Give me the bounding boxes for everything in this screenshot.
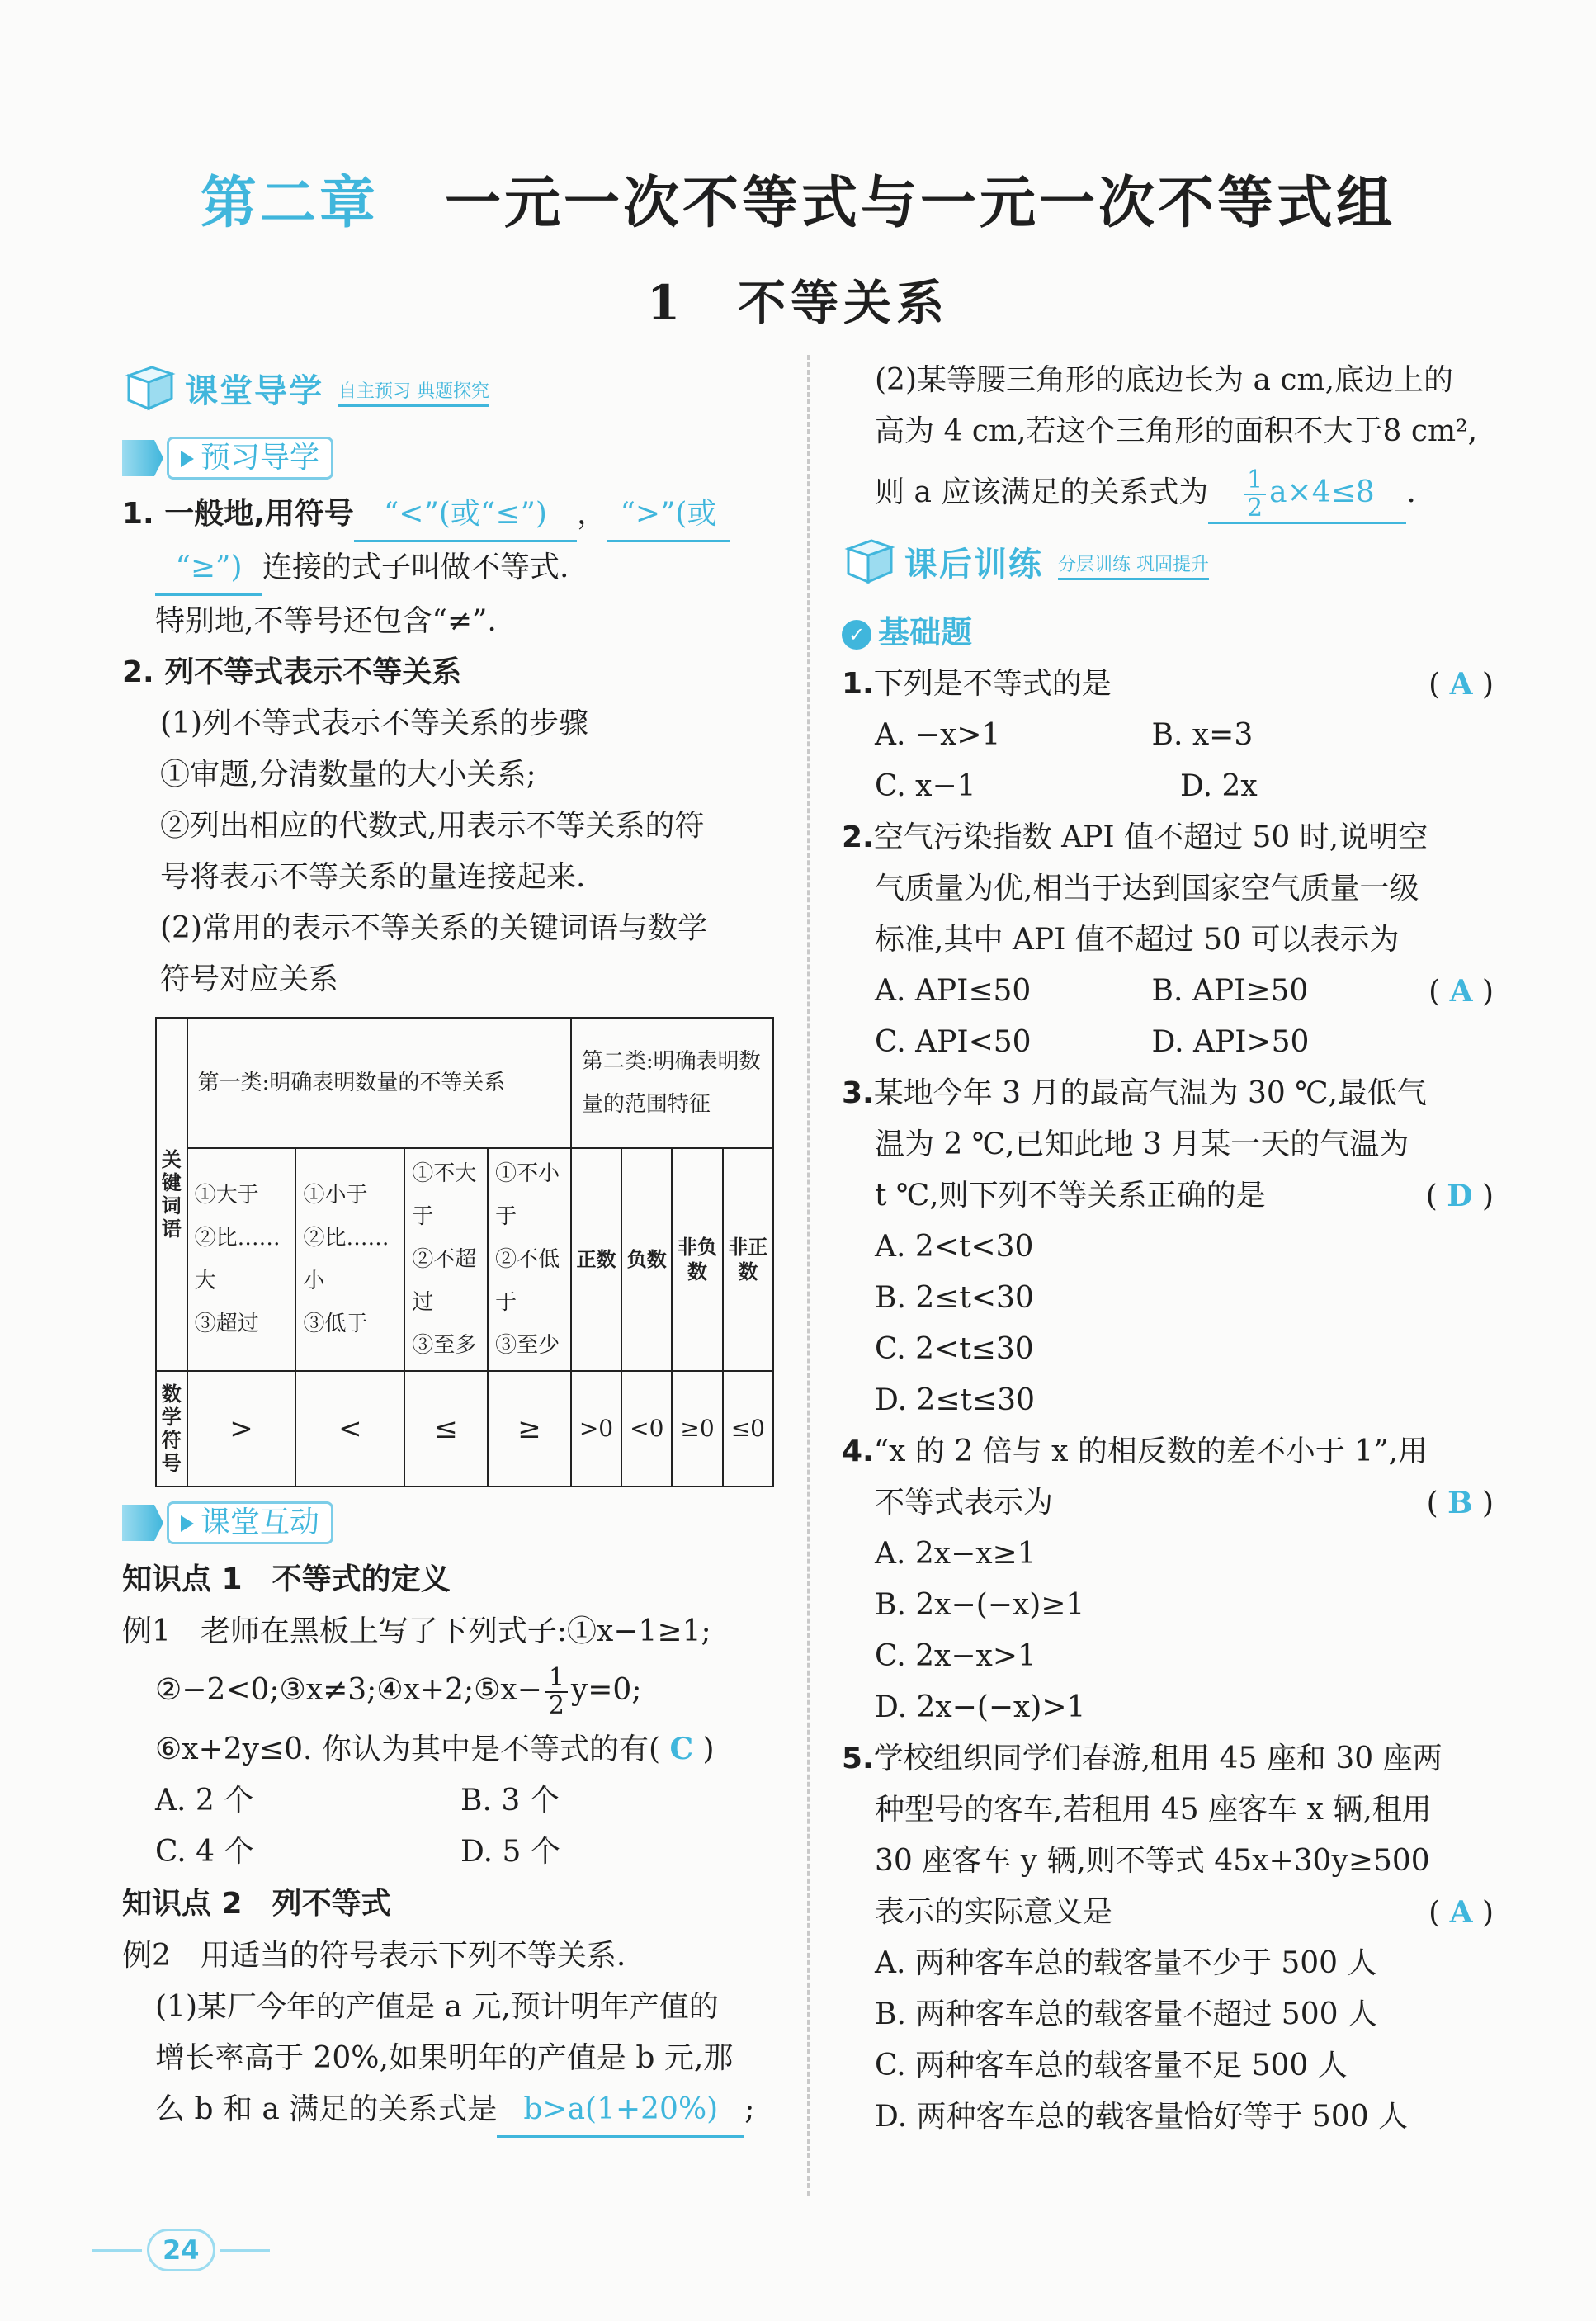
- row-label-symbols: 数学符号: [156, 1371, 187, 1487]
- knowledge-point-1: 知识点 1 不等式的定义: [122, 1562, 451, 1596]
- tag-label: 预习导学: [167, 437, 333, 480]
- example-1-line: ②−2<0;③x≠3;④x+2;⑤x− $\frac{1}{2}$ y=0;: [155, 1663, 642, 1720]
- triangle-icon: [181, 1515, 194, 1532]
- example-2-line: (1)某厂今年的产值是 a 元,预计明年产值的: [155, 1990, 719, 2024]
- option: C. 2<t≤30: [875, 1332, 1034, 1366]
- banner-subtitle: 分层训练 巩固提升: [1058, 551, 1209, 580]
- section-title: 1 不等关系: [646, 275, 950, 331]
- example-2-line: 则 a 应该满足的关系式为 $\frac{1}{2}$ a×4≤8 .: [875, 466, 1416, 522]
- check-icon: ✓: [842, 620, 871, 650]
- answer-letter: D: [1447, 1179, 1473, 1213]
- option: B. 2≤t<30: [875, 1281, 1034, 1315]
- option: B. 两种客车总的载客量不超过 500 人: [875, 1997, 1377, 2031]
- cube-icon: [122, 362, 177, 414]
- options-row: [842, 966, 1428, 1017]
- option: B. x=3: [1151, 718, 1254, 752]
- question-5-line: 种型号的客车,若租用 45 座客车 x 辆,租用: [875, 1793, 1432, 1827]
- after-class-banner: [842, 528, 1494, 594]
- text-line: 1. 一般地,用符号 “<”(或“≤”) ， “>”(或: [122, 489, 774, 542]
- interaction-tag: [122, 1497, 774, 1548]
- table-cell: 非负数: [672, 1148, 722, 1371]
- option: D. 2x−(−x)>1: [875, 1690, 1086, 1724]
- question-2-line: 气质量为优,相当于达到国家空气质量一级: [875, 872, 1419, 905]
- keyword-symbol-table: [155, 1017, 774, 1487]
- knowledge-point-2: 知识点 2 列不等式: [122, 1887, 391, 1921]
- option: C. 两种客车总的载客量不足 500 人: [875, 2049, 1348, 2082]
- text-line: (1)列不等式表示不等关系的步骤: [160, 707, 588, 740]
- question-2: 2.空气污染指数 API 值不超过 50 时,说明空: [842, 820, 1428, 854]
- options-row: [122, 1827, 774, 1878]
- question-3-line: 温为 2 ℃,已知此地 3 月某一天的气温为: [875, 1127, 1409, 1161]
- arrow-icon: [122, 1505, 163, 1541]
- option: C. x−1: [875, 769, 976, 803]
- question-5-line: 表示的实际意义是 ( A ): [875, 1895, 1494, 1930]
- triangle-icon: [181, 451, 194, 467]
- option: A. 2 个: [155, 1784, 254, 1818]
- text-line: ①审题,分清数量的大小关系;: [160, 758, 536, 792]
- table-cell: ①不大于 ②不超过 ③至多: [404, 1148, 488, 1371]
- answer-blank: “<”(或“≤”): [354, 489, 577, 542]
- symbol-cell: ≥: [488, 1371, 571, 1487]
- question-5: 5.学校组织同学们春游,租用 45 座和 30 座两: [842, 1742, 1443, 1775]
- answer-letter: A: [1449, 1895, 1473, 1930]
- option: D. API>50: [1151, 1025, 1310, 1059]
- column-divider: [807, 355, 810, 2196]
- basic-questions-heading: ✓ 基础题: [842, 606, 1494, 659]
- page-number-rule: [92, 2249, 142, 2252]
- classroom-guide-banner: [122, 355, 774, 421]
- category-1-header: 第一类:明确表明数量的不等关系: [187, 1018, 571, 1148]
- symbol-cell: ≤: [404, 1371, 488, 1487]
- option: D. 5 个: [460, 1835, 560, 1869]
- answer-blank: b>a(1+20%): [497, 2084, 744, 2138]
- row-label-keywords: 关键词语: [156, 1018, 187, 1371]
- example-2-line: 么 b 和 a 满足的关系式是 b>a(1+20%) ;: [122, 2084, 774, 2138]
- option: A. API≤50: [875, 974, 1032, 1008]
- option: B. API≥50: [1151, 974, 1309, 1008]
- page-number-label: 24: [147, 2229, 215, 2271]
- options-row: [842, 710, 1428, 761]
- symbol-cell: ≥0: [672, 1371, 722, 1487]
- table-cell: 非正数: [723, 1148, 773, 1371]
- banner-subtitle: 自主预习 典题探究: [338, 377, 489, 407]
- category-2-header: 第二类:明确表明数量的范围特征: [571, 1018, 773, 1148]
- text-line: ②列出相应的代数式,用表示不等关系的符: [160, 809, 705, 843]
- options-row: [842, 761, 1494, 812]
- fraction: $\frac{1}{2}$: [545, 1665, 568, 1719]
- chapter-number: 第二章: [200, 170, 379, 236]
- option: B. 2x−(−x)≥1: [875, 1588, 1085, 1622]
- banner-title: 课堂导学: [185, 371, 323, 410]
- question-2-line: 标准,其中 API 值不超过 50 可以表示为: [875, 923, 1400, 957]
- example-2-line: (2)某等腰三角形的底边长为 a cm,底边上的: [875, 363, 1454, 397]
- options-row: [122, 1775, 774, 1827]
- example-1-line: 例1 老师在黑板上写了下列式子:①x−1≥1;: [122, 1614, 711, 1648]
- item-heading: 2. 列不等式表示不等关系: [122, 655, 462, 689]
- example-2-line: 增长率高于 20%,如果明年的产值是 b 元,那: [155, 2041, 734, 2075]
- answer-letter: B: [1447, 1486, 1473, 1520]
- symbol-cell: <0: [621, 1371, 672, 1487]
- option: C. 4 个: [155, 1835, 254, 1869]
- table-cell: ①小于 ②比……小 ③低于: [295, 1148, 404, 1371]
- page-number-rule: [220, 2249, 270, 2252]
- question-4-line: 不等式表示为 ( B ): [875, 1486, 1494, 1520]
- question-1: 1.下列是不等式的是 ( A ): [842, 667, 1494, 702]
- question-3-line: t ℃,则下列不等关系正确的是 ( D ): [875, 1179, 1494, 1213]
- answer-blank: “>”(或: [607, 489, 730, 542]
- preview-tag: [122, 433, 774, 484]
- symbol-cell: >: [187, 1371, 296, 1487]
- question-3: 3.某地今年 3 月的最高气温为 30 ℃,最低气: [842, 1076, 1427, 1110]
- text-line: (2)常用的表示不等关系的关键词语与数学: [160, 911, 707, 945]
- option: D. 两种客车总的载客量恰好等于 500 人: [875, 2100, 1409, 2134]
- table-cell: ①大于 ②比……大 ③超过: [187, 1148, 296, 1371]
- example-2-line: 例2 用适当的符号表示下列不等关系.: [122, 1939, 626, 1973]
- answer-letter: A: [1449, 974, 1473, 1009]
- cube-icon: [842, 536, 896, 587]
- symbol-cell: >0: [571, 1371, 621, 1487]
- option: C. 2x−x>1: [875, 1639, 1036, 1673]
- text-line: “≥”) 连接的式子叫做不等式.: [122, 542, 774, 596]
- question-4: 4.“x 的 2 倍与 x 的相反数的差不小于 1”,用: [842, 1435, 1428, 1468]
- option: A. 两种客车总的载客量不少于 500 人: [875, 1946, 1377, 1980]
- page-number: [92, 2229, 270, 2271]
- answer-blank: “≥”): [155, 542, 262, 596]
- answer-letter: C: [669, 1732, 694, 1766]
- options-row: [842, 1017, 1428, 1068]
- text-line: 特别地,不等号还包含“≠”.: [155, 604, 497, 638]
- question-5-line: 30 座客车 y 辆,则不等式 45x+30y≥500: [875, 1844, 1430, 1878]
- tag-label: 课堂互动: [167, 1501, 333, 1544]
- example-2-line: 高为 4 cm,若这个三角形的面积不大于8 cm²,: [875, 414, 1478, 448]
- option: D. 2≤t≤30: [875, 1383, 1035, 1417]
- option: A. −x>1: [875, 718, 1001, 752]
- table-cell: ①不小于 ②不低于 ③至少: [488, 1148, 571, 1371]
- answer-blank: $\frac{1}{2}$ a×4≤8: [1208, 467, 1406, 524]
- arrow-icon: [122, 440, 163, 476]
- chapter-heading: [0, 158, 1596, 239]
- text-line: 号将表示不等关系的量连接起来.: [160, 860, 586, 894]
- table-cell: 正数: [571, 1148, 621, 1371]
- left-column: [122, 355, 774, 2138]
- banner-title: 课后训练: [904, 545, 1043, 584]
- text-line: 符号对应关系: [160, 962, 339, 996]
- symbol-cell: ≤0: [723, 1371, 773, 1487]
- option: A. 2x−x≥1: [875, 1537, 1036, 1571]
- option: C. API<50: [875, 1025, 1032, 1059]
- right-column: (2)某等腰三角形的底边长为 a cm,底边上的 高为 4 cm,若这个三角形的面积不大于8 cm², 则 a 应该满足的关系式为 $\frac{1}{2}$ a×4≤8 . 课后训练 分层训练 巩固提升 ✓ 基础题 1.下列是不等式的是 ( A ) A. −x>1 B. x=3 C. x−1 D. 2x 2.空气污染指数 API 值不超过 50 时,说明空 气质量为优,相当于达到国家空气质量一级 标准,其中 API 值不超过 50 可以表示为 ( A ) A. API≤50 B. API≥50 C. API<50 D. API>50 3.某地今年 3 月的最高气温为 30 ℃,最低气 温为 2 ℃,已知此地 3 月某一天的气温为 t ℃,则下列不等关系正确的是 ( D ) A. 2<t<30 B. 2≤t<30 C. 2<t≤30 D. 2≤t≤30 4.“x 的 2 倍与 x 的相反数的差不小于 1”,用 不等式表示为 ( B ) A. 2x−x≥1 B. 2x−(−x)≥1 C. 2x−x>1 D. 2x−(−x)>1 5.学校组织同学们春游,租用 45 座和 30 座两 种型号的客车,若租用 45 座客车 x 辆,租用 30 座客车 y 辆,则不等式 45x+30y≥500 表示的实际意义是 ( A ) A. 两种客车总的载客量不少于 500 人 B. 两种客车总的载客量不超过 500 人 C. 两种客车总的载客量不足 500 人 D. 两种客车总的载客量恰好等于 500 人: [842, 355, 1494, 2143]
- option: D. 2x: [1180, 769, 1258, 803]
- answer-letter: A: [1449, 667, 1473, 702]
- option: A. 2<t<30: [875, 1230, 1034, 1264]
- table-cell: 负数: [621, 1148, 672, 1371]
- symbol-cell: <: [295, 1371, 404, 1487]
- option: B. 3 个: [460, 1784, 560, 1818]
- chapter-title: 一元一次不等式与一元一次不等式组: [445, 170, 1396, 236]
- example-1-line: ⑥x+2y≤0. 你认为其中是不等式的有( C ): [155, 1732, 715, 1766]
- fraction: $\frac{1}{2}$: [1244, 467, 1266, 522]
